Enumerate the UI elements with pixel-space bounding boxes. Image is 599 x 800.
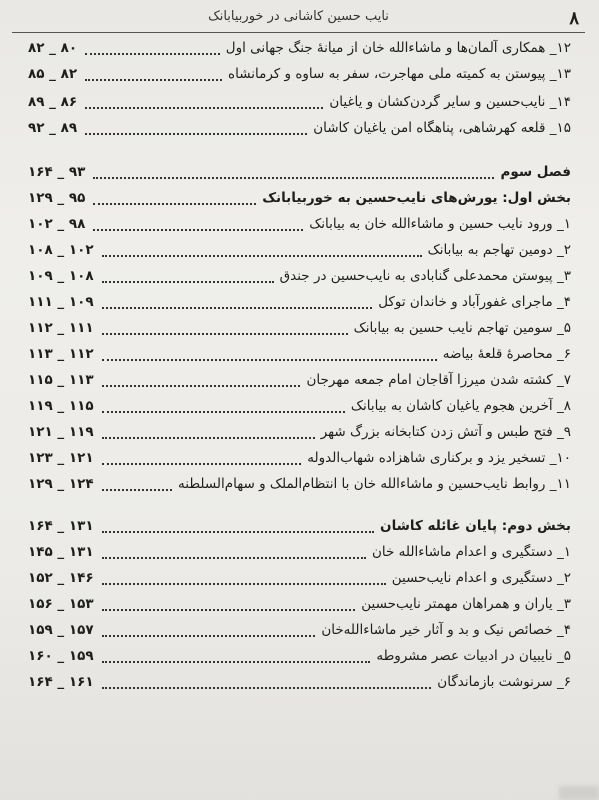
dot-leader <box>102 437 315 439</box>
dot-leader <box>102 333 348 335</box>
toc-entry <box>28 594 571 620</box>
dot-leader <box>102 583 386 585</box>
toc-entry <box>28 672 571 698</box>
corner-watermark <box>559 786 599 800</box>
toc-entry <box>28 516 571 542</box>
dot-leader <box>85 53 220 55</box>
toc-entry <box>28 396 571 422</box>
dot-leader <box>102 531 374 533</box>
toc-entry-pages: ۱۱۱ _ ۱۱۲ <box>28 320 94 336</box>
toc-entry <box>28 344 571 370</box>
toc-entry <box>28 318 571 344</box>
toc-entry-title: ۶_ سرنوشت بازماندگان <box>437 674 571 690</box>
dot-leader <box>102 557 366 559</box>
toc-entry-title: بخش دوم: پایان غائله کاشان <box>380 518 571 534</box>
toc-entry <box>28 92 571 118</box>
toc-entry <box>28 646 571 672</box>
toc-entry-title: ۱۵_ قلعه کهرشاهی، پناهگاه امن یاغیان کاشان <box>313 120 571 136</box>
dot-leader <box>102 661 370 663</box>
toc-entry-title: ۳_ پیوستن محمدعلی گنابادی به نایب‌حسین در جندق <box>279 268 571 284</box>
toc-entry <box>28 568 571 594</box>
toc-entry-title: بخش اول: یورش‌های نایب‌حسین به خوربیابانک <box>262 190 571 206</box>
toc-entry-title: ۴_ خصائص نیک و بد و آثار خیر ماشاءالله‌خان <box>321 622 571 638</box>
toc-entry-title: ۱۲_ همکاری آلمان‌ها و ماشاءالله خان از میانهٔ جنگ جهانی اول <box>225 40 571 56</box>
dot-leader <box>102 463 301 465</box>
toc-entry-pages: ۱۲۴ _ ۱۲۹ <box>28 476 94 492</box>
toc-entry-title: ۲_ دستگیری و اعدام نایب‌حسین <box>391 570 571 586</box>
toc-entry-pages: ۸۲ _ ۸۵ <box>28 66 78 82</box>
toc-entry-pages: ۱۰۲ _ ۱۰۸ <box>28 242 94 258</box>
toc-entry-title: فصل سوم <box>500 164 571 180</box>
toc-entry <box>28 292 571 318</box>
toc-entry-title: ۱۴_ نایب‌حسین و سایر گردن‌کشان و یاغیان <box>329 94 571 110</box>
toc-entry-pages: ۱۵۷ _ ۱۵۹ <box>28 622 94 638</box>
dot-leader <box>93 229 303 231</box>
dot-leader <box>102 385 300 387</box>
page-number: ۸ <box>569 8 579 29</box>
dot-leader <box>102 489 172 491</box>
toc-entry-pages: ۱۱۹ _ ۱۲۱ <box>28 424 94 440</box>
toc-entry-pages: ۱۱۵ _ ۱۱۹ <box>28 398 94 414</box>
toc-entry <box>28 64 571 90</box>
dot-leader <box>102 307 372 309</box>
toc-entry <box>28 370 571 396</box>
toc-entry <box>28 620 571 646</box>
toc-entry-pages: ۱۱۲ _ ۱۱۳ <box>28 346 94 362</box>
toc-entry <box>28 38 571 64</box>
toc-entry-title: ۶_ محاصرهٔ قلعهٔ بیاضه <box>442 346 571 362</box>
toc-entry-title: ۲_ دومین تهاجم به بیابانک <box>427 242 571 258</box>
dot-leader <box>85 133 307 135</box>
toc-entry <box>28 448 571 474</box>
toc-entry <box>28 118 571 144</box>
toc-entry-title: ۵_ سومین تهاجم نایب حسین به بیابانک <box>353 320 571 336</box>
toc-entry <box>28 266 571 292</box>
dot-leader <box>93 177 494 179</box>
dot-leader <box>102 609 355 611</box>
toc-entry-pages: ۱۰۸ _ ۱۰۹ <box>28 268 94 284</box>
toc-entry-title: ۴_ ماجرای غفورآباد و خاندان توکل <box>378 294 571 310</box>
toc-entry-pages: ۱۱۳ _ ۱۱۵ <box>28 372 94 388</box>
toc-entry <box>28 188 571 214</box>
toc-entry-pages: ۱۳۱ _ ۱۴۵ <box>28 544 94 560</box>
dot-leader <box>102 255 422 257</box>
toc-entry-title: ۳_ یاران و همراهان مهمتر نایب‌حسین <box>361 596 571 612</box>
toc-entry-title: ۸_ آخرین هجوم یاغیان کاشان به بیابانک <box>350 398 571 414</box>
toc-entry-pages: ۱۵۹ _ ۱۶۰ <box>28 648 94 664</box>
toc-entry-title: ۱۳_ پیوستن به کمیته ملی مهاجرت، سفر به ساوه و کرمانشاه <box>228 66 571 82</box>
toc-entry <box>28 542 571 568</box>
dot-leader <box>85 79 222 81</box>
toc-entry-pages: ۱۴۶ _ ۱۵۲ <box>28 570 94 586</box>
toc-entry-pages: ۸۰ _ ۸۲ <box>28 40 78 56</box>
toc-entry-title: ۱_ ورود نایب حسین و ماشاءالله خان به بیابانک <box>309 216 571 232</box>
toc-entry-pages: ۸۶ _ ۸۹ <box>28 94 78 110</box>
toc-entry-pages: ۱۵۳ _ ۱۵۶ <box>28 596 94 612</box>
toc-entry <box>28 240 571 266</box>
toc-entry-title: ۹_ فتح طبس و آتش زدن کتابخانه بزرگ شهر <box>320 424 571 440</box>
toc-entry <box>28 214 571 240</box>
toc-entry-pages: ۱۰۹ _ ۱۱۱ <box>28 294 94 310</box>
toc-entry <box>28 474 571 500</box>
toc-entry-pages: ۱۲۱ _ ۱۲۳ <box>28 450 94 466</box>
dot-leader <box>102 635 315 637</box>
toc-entry-pages: ۹۳ _ ۱۶۴ <box>28 164 86 180</box>
toc-entry-pages: ۱۶۱ _ ۱۶۴ <box>28 674 94 690</box>
toc-entry <box>28 162 571 188</box>
toc-entry-title: ۱۱_ روابط نایب‌حسین و ماشاءالله خان با انتظام‌الملک و سهام‌السلطنه <box>178 476 571 492</box>
toc-entry-title: ۵_ نایبیان در ادبیات عصر مشروطه <box>376 648 571 664</box>
dot-leader <box>93 203 256 205</box>
dot-leader <box>102 687 431 689</box>
toc-entry-title: ۱_ دستگیری و اعدام ماشاءالله خان <box>372 544 571 560</box>
toc-entry <box>28 422 571 448</box>
toc-entry-title: ۷_ کشته شدن میرزا آقاجان امام جمعه مهرجان <box>306 372 571 388</box>
toc-entry-title: ۱۰_ تسخیر یزد و برکناری شاهزاده شهاب‌الدوله <box>307 450 571 466</box>
dot-leader <box>102 411 345 413</box>
toc-entry-pages: ۹۸ _ ۱۰۲ <box>28 216 86 232</box>
dot-leader <box>85 107 323 109</box>
toc-entry-pages: ۸۹ _ ۹۲ <box>28 120 78 136</box>
dot-leader <box>102 281 274 283</box>
toc-entry-pages: ۱۳۱ _ ۱۶۴ <box>28 518 94 534</box>
dot-leader <box>102 359 437 361</box>
running-title: نایب حسین کاشانی در خوربیابانک <box>208 9 389 24</box>
toc-entry-pages: ۹۵ _ ۱۲۹ <box>28 190 86 206</box>
